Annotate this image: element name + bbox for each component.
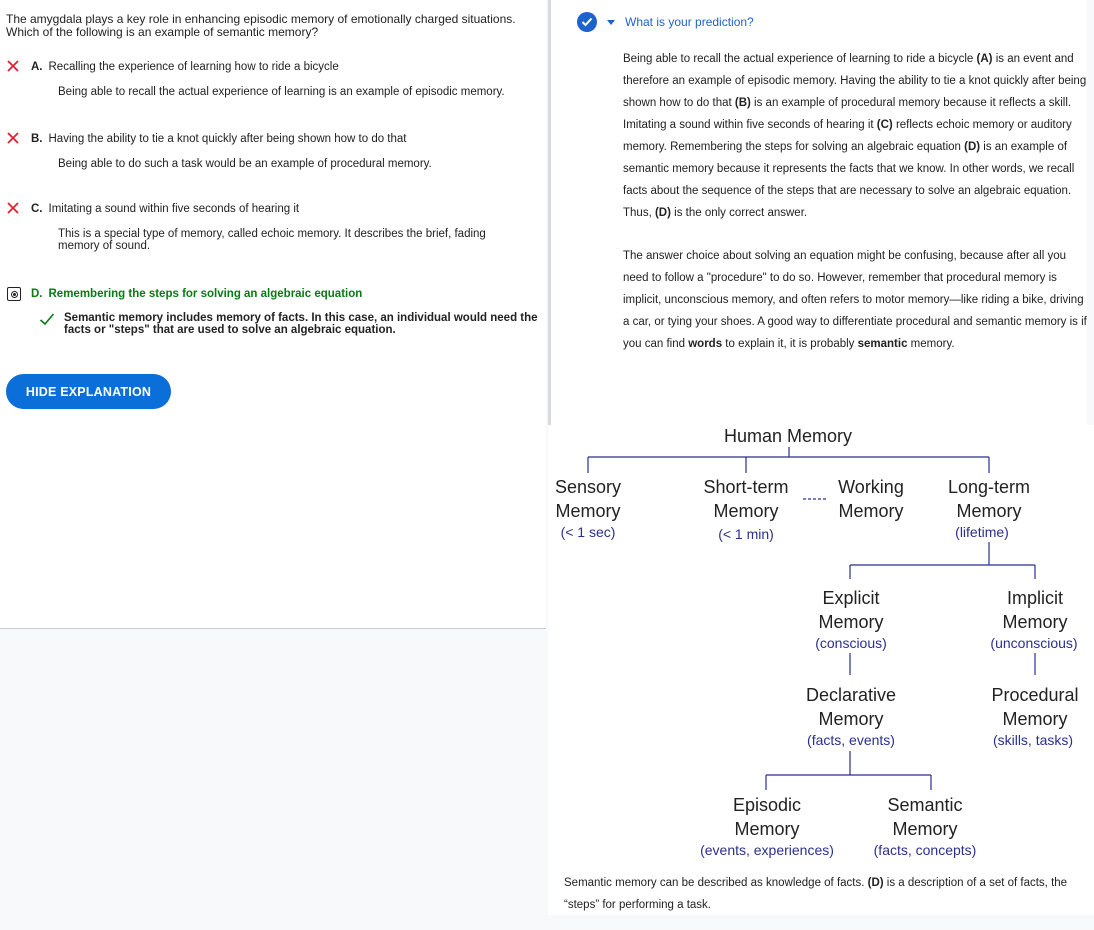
- node-short-term-sub: (< 1 min): [718, 526, 774, 542]
- choice-letter: A.: [31, 61, 43, 73]
- bold-text-segment: semantic: [857, 338, 908, 350]
- explanation-panel: [548, 0, 1087, 425]
- explanation-text: [623, 48, 1087, 376]
- bold-text-segment: (A): [976, 53, 993, 65]
- node-episodic-l2: Memory: [734, 819, 800, 839]
- node-procedural-l2: Memory: [1002, 709, 1068, 729]
- node-working-l2: Memory: [838, 501, 904, 521]
- bold-text-segment: (D): [654, 207, 671, 219]
- incorrect-x-icon: [6, 202, 24, 216]
- choice-b[interactable]: [6, 132, 542, 170]
- correct-check-icon: [39, 312, 57, 336]
- text-segment: Being able to recall the actual experience of learning to ride a bicycle: [623, 53, 977, 65]
- text-segment: is an example of procedural memory because it reflects a skill. Imitating a sound within five seconds of hearing it: [623, 97, 1072, 131]
- choice-letter: D.: [31, 288, 43, 300]
- node-declarative-l2: Memory: [818, 709, 884, 729]
- node-implicit-l1: Implicit: [1006, 588, 1064, 608]
- choice-letter: B.: [31, 133, 43, 145]
- node-long-term-sub: (lifetime): [955, 524, 1009, 540]
- node-sensory-sub: (< 1 sec): [560, 524, 616, 540]
- question-line-2: Which of the following is an example of semantic memory?: [6, 25, 319, 39]
- text-segment: is an example of semantic memory because it represents the facts that we know. In other words, we recall facts about the sequence of the steps that are necessary to solve an algebraic equation. Thus,: [623, 141, 1075, 219]
- text-segment: is a description of a set of facts, the “steps” for performing a task.: [564, 877, 1068, 911]
- node-long-term-l1: Long-term: [947, 477, 1031, 497]
- memory-diagram: [548, 425, 1094, 865]
- choice-text: Recalling the experience of learning how to ride a bicycle: [48, 61, 339, 73]
- text-segment: to explain it, it is probably: [722, 338, 858, 350]
- memory-tree-svg: [548, 425, 1094, 865]
- text-segment: reflects echoic memory or auditory memory. Remembering the steps for solving an algebraic equation: [623, 119, 1072, 153]
- hide-explanation-button[interactable]: HIDE EXPLANATION: [6, 374, 171, 409]
- node-semantic-l2: Memory: [892, 819, 958, 839]
- node-implicit-l2: Memory: [1002, 612, 1068, 632]
- explanation-paragraph-2: [623, 245, 1087, 355]
- text-segment: The answer choice about solving an equation might be confusing, because after all you need to follow a "procedure" to do so. However, remember that procedural memory is implicit, unconscious memory, and often refers to motor memory—like riding a bike, driving a car, or tying your shoes. A good way to differentiate procedural and semantic memory is if you can find: [623, 250, 1087, 350]
- question-line-1: The amygdala plays a key role in enhancing episodic memory of emotionally charged situations.: [6, 12, 516, 26]
- caret-down-icon[interactable]: [607, 20, 615, 25]
- explanation-paragraph-1: [623, 48, 1087, 224]
- node-semantic-l1: Semantic: [887, 795, 963, 815]
- text-segment: memory.: [907, 338, 955, 350]
- node-short-term-l1: Short-term: [703, 477, 789, 497]
- question-panel: [0, 0, 546, 629]
- node-long-term-l2: Memory: [956, 501, 1022, 521]
- bold-text-segment: (D): [964, 141, 981, 153]
- node-root: Human Memory: [723, 426, 853, 446]
- node-short-term-l2: Memory: [713, 501, 779, 521]
- node-procedural-sub: (skills, tasks): [992, 732, 1074, 748]
- node-declarative-sub: (facts, events): [807, 732, 895, 748]
- node-working-l1: Working: [838, 477, 904, 497]
- node-sensory-l2: Memory: [555, 501, 621, 521]
- incorrect-x-icon: [6, 132, 24, 146]
- choice-explanation: Being able to recall the actual experience of learning is an example of episodic memory.: [58, 86, 505, 98]
- check-circle-icon: [577, 12, 597, 32]
- choice-letter: C.: [31, 203, 43, 215]
- node-implicit-sub: (unconscious): [990, 635, 1078, 651]
- choice-text: Having the ability to tie a knot quickly after being shown how to do that: [48, 133, 407, 145]
- bold-text-segment: (B): [734, 97, 751, 109]
- choice-text: Remembering the steps for solving an algebraic equation: [48, 288, 363, 300]
- text-segment: is an event and therefore an example of episodic memory. Having the ability to tie a knot quickly after being shown how to do that: [623, 53, 1087, 109]
- bold-text-segment: (D): [867, 877, 884, 889]
- bold-text-segment: words: [688, 338, 723, 350]
- node-explicit-sub: (conscious): [815, 635, 887, 651]
- node-episodic-sub: (events, experiences): [700, 842, 834, 858]
- choice-explanation: This is a special type of memory, called echoic memory. It describes the brief, fading memory of sound.: [58, 228, 486, 252]
- choice-a[interactable]: [6, 60, 542, 98]
- prediction-title[interactable]: What is your prediction?: [625, 15, 754, 29]
- node-sensory-l1: Sensory: [554, 477, 622, 497]
- text-segment: is the only correct answer.: [670, 207, 808, 219]
- node-semantic-sub: (facts, concepts): [873, 842, 977, 858]
- choice-explanation: Being able to do such a task would be an example of procedural memory.: [58, 158, 432, 170]
- selected-radio-icon[interactable]: [7, 287, 21, 301]
- bold-text-segment: (C): [876, 119, 893, 131]
- choice-text: Imitating a sound within five seconds of hearing it: [48, 203, 300, 215]
- choice-c[interactable]: [6, 202, 542, 252]
- question-stem: [6, 13, 536, 39]
- node-episodic-l1: Episodic: [732, 795, 802, 815]
- diagram-caption: [564, 872, 1084, 916]
- incorrect-x-icon: [6, 60, 24, 74]
- choice-explanation: Semantic memory includes memory of facts. In this case, an individual would need the facts or "steps" that are used to solve an algebraic equation.: [64, 312, 538, 336]
- prediction-toggle[interactable]: [577, 12, 754, 32]
- node-declarative-l1: Declarative: [805, 685, 897, 705]
- left-empty-area: [0, 629, 546, 930]
- node-explicit-l1: Explicit: [822, 588, 880, 608]
- node-explicit-l2: Memory: [818, 612, 884, 632]
- node-procedural-l1: Procedural: [991, 685, 1079, 705]
- text-segment: Semantic memory can be described as knowledge of facts.: [564, 877, 868, 889]
- choice-d[interactable]: [6, 287, 542, 336]
